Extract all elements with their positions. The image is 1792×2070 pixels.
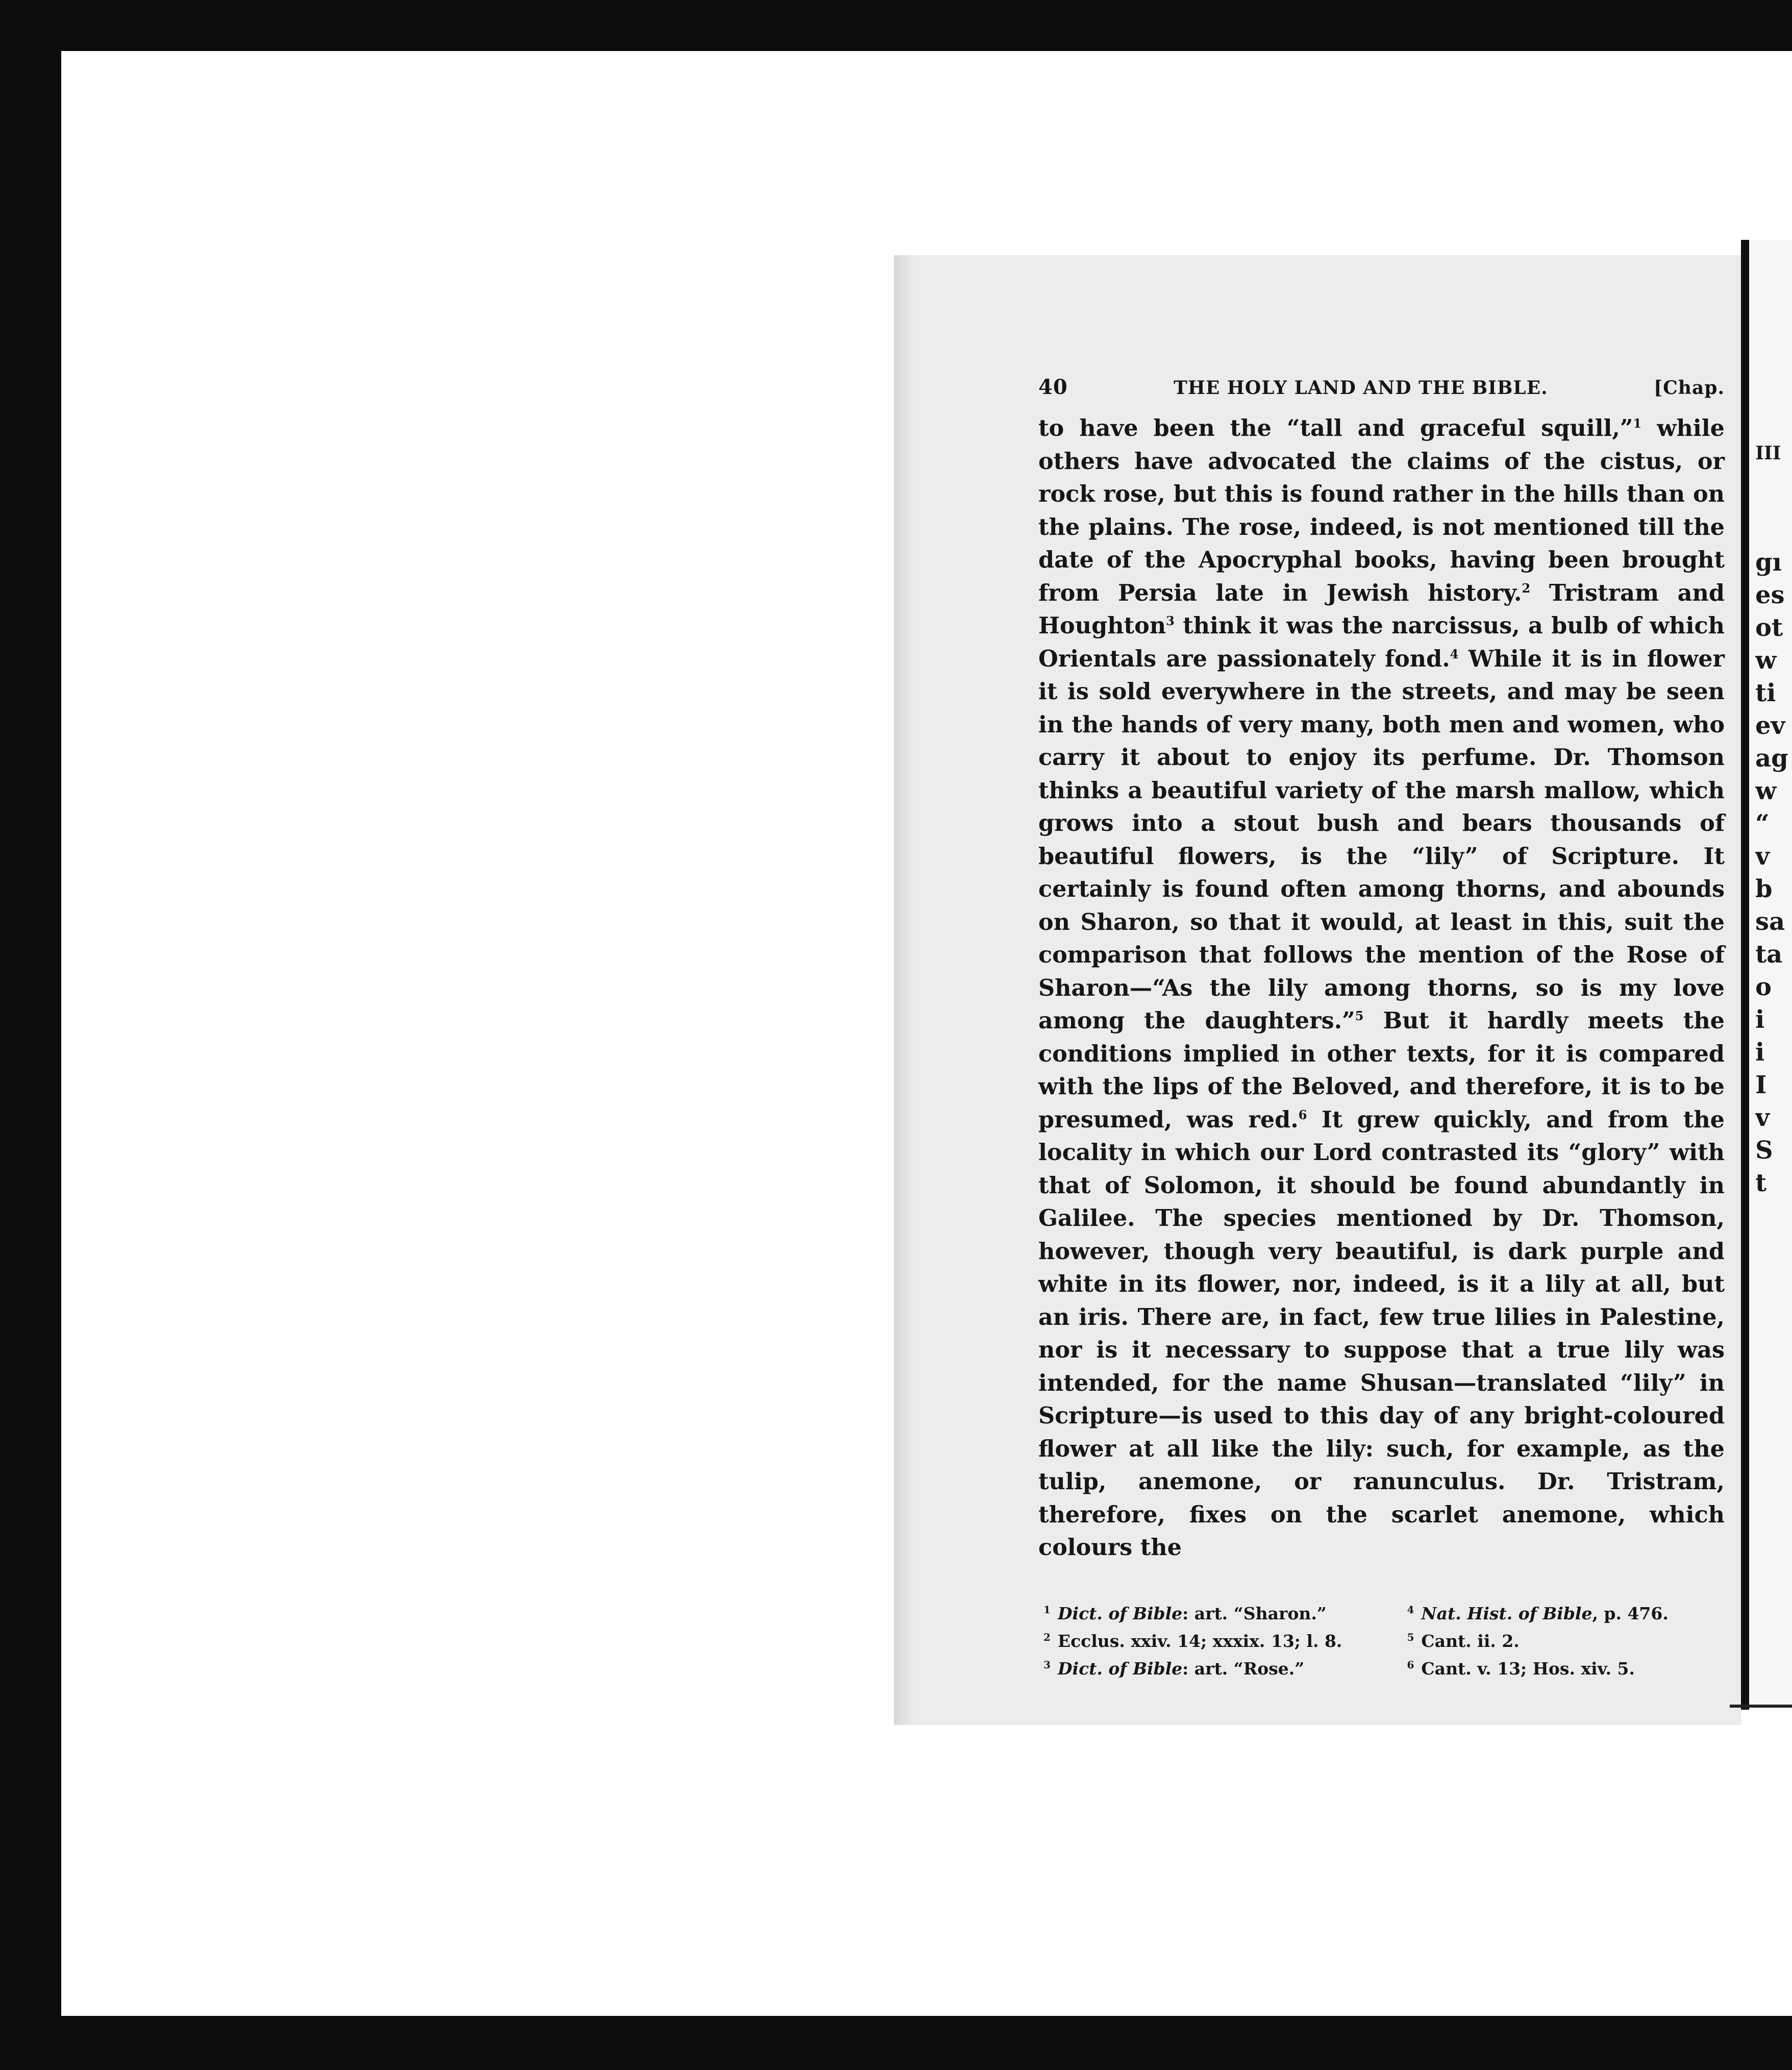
footnote-ref: 6: [1298, 1107, 1307, 1122]
footnote-ref: 2: [1522, 580, 1531, 596]
adjacent-page-header: III: [1755, 442, 1781, 464]
adjacent-page-fragment: sa: [1755, 907, 1785, 936]
footnote-number: 1: [1043, 1603, 1051, 1616]
adjacent-page-fragment: es: [1755, 581, 1785, 609]
footnote-source: Dict. of Bible: [1057, 1603, 1183, 1623]
running-head: [1038, 375, 1725, 406]
footnote: [1402, 1653, 1725, 1681]
footnote-ref: 1: [1633, 416, 1642, 431]
adjacent-page-fragment: i: [1755, 1038, 1765, 1067]
adjacent-page-fragment: v: [1755, 1103, 1770, 1132]
body-segment: While it is in flower it is sold everywhere in the streets, and may be seen in the hands of very many, both men and women, who carry it about to enjoy its perfume. Dr. Thomson thinks a beautiful variety of the marsh mallow, which grows into a stout bush and bears thousands of beautiful flowers, is the “lily” of Scripture. It certainly is found often among thorns, and abounds on Sharon, so that it would, at least in this, suit the comparison that follows the mention of the Rose of Sharon—“As the lily among thorns, so is my love among the daughters.”: [1038, 645, 1725, 1034]
running-title: THE HOLY LAND AND THE BIBLE.: [1174, 377, 1548, 399]
adjacent-page-fragment: gı: [1755, 548, 1782, 577]
footnote-text: : art. “Rose.”: [1182, 1658, 1305, 1679]
body-segment: to have been the “tall and graceful squill,”: [1038, 415, 1633, 441]
body-segment: while others have advocated the claims of the cistus, or rock rose, but this is found rather in the hills than on the plains. The rose, indeed, is not mentioned till the date of the Apocryphal books, having been brought from Persia late in Jewish history.: [1038, 415, 1725, 606]
page-content: [1038, 375, 1725, 1681]
body-segment: think it was the narcissus, a bulb of which Orientals are passionately fond.: [1038, 612, 1725, 672]
adjacent-page-text: [1755, 373, 1792, 1232]
adjacent-page-fragment: I: [1755, 1071, 1767, 1099]
footnote-ref: 3: [1166, 613, 1175, 629]
adjacent-page-fragment: v: [1755, 842, 1770, 871]
film-border-top: [0, 0, 1792, 51]
film-border-bottom: [0, 2016, 1792, 2070]
adjacent-page-fragment: t: [1755, 1169, 1767, 1197]
page-edge-shadow: [894, 255, 914, 1725]
adjacent-page-edge: [1741, 240, 1749, 1710]
footnote-text: Cant. v. 13; Hos. xiv. 5.: [1421, 1658, 1635, 1679]
footnote-number: 3: [1043, 1658, 1051, 1671]
adjacent-page-fragment: ti: [1755, 679, 1776, 707]
footnote-number: 6: [1407, 1658, 1414, 1671]
adjacent-page-fragment: i: [1755, 1005, 1765, 1034]
adjacent-page-bottom-edge: [1730, 1705, 1792, 1708]
body-text: [1038, 412, 1725, 1564]
adjacent-page-fragment: S: [1755, 1136, 1773, 1165]
adjacent-page-fragments: [1755, 546, 1792, 1199]
chapter-mark: [Chap.: [1654, 377, 1725, 399]
footnote-text: : art. “Sharon.”: [1182, 1603, 1327, 1623]
footnote-number: 5: [1407, 1631, 1414, 1643]
adjacent-page-fragment: ot: [1755, 613, 1783, 642]
footnote: [1402, 1625, 1725, 1653]
footnote: [1038, 1598, 1361, 1625]
footnote-ref: 5: [1355, 1008, 1364, 1024]
film-border-left: [0, 0, 61, 2070]
footnote-text: Ecclus. xxiv. 14; xxxix. 13; l. 8.: [1057, 1631, 1342, 1651]
footnotes: [1038, 1598, 1725, 1681]
footnote-source: Dict. of Bible: [1057, 1658, 1183, 1679]
page-number: 40: [1038, 375, 1068, 399]
footnote-ref: 4: [1450, 646, 1459, 661]
adjacent-page-fragment: w: [1755, 777, 1777, 805]
body-segment: Tristram and Houghton: [1038, 579, 1725, 639]
footnote: [1038, 1625, 1361, 1653]
adjacent-page-fragment: eᴠ: [1755, 711, 1785, 740]
body-segment: It grew quickly, and from the locality in which our Lord contrasted its “glory” with that of Solomon, it should be found abundantly in Galilee. The species mentioned by Dr. Thomson, however, though very beautiful, is dark purple and white in its flower, nor, indeed, is it a lily at all, but an iris. There are, in fact, few true lilies in Palestine, nor is it necessary to suppose that a true lily was intended, for the name Shusan—translated “lily” in Scripture—is used to this day of any bright-coloured flower at all like the lily: such, for example, as the tulip, anemone, or ranunculus. Dr. Tristram, therefore, fixes on the scarlet anemone, which colours the: [1038, 1106, 1725, 1561]
adjacent-page-fragment: ta: [1755, 940, 1783, 969]
footnote-text: Cant. ii. 2.: [1421, 1631, 1520, 1651]
footnote-number: 4: [1407, 1603, 1414, 1616]
adjacent-page-fragment: ag: [1755, 744, 1788, 773]
footnote-text: , p. 476.: [1592, 1603, 1669, 1623]
body-segment: But it hardly meets the conditions implied in other texts, for it is compared with the lips of the Beloved, and therefore, it is to be presumed, was red.: [1038, 1007, 1725, 1133]
footnote-source: Nat. Hist. of Bible: [1421, 1603, 1592, 1623]
footnote: [1038, 1653, 1361, 1681]
adjacent-page-fragment: b: [1755, 875, 1773, 903]
footnote: [1402, 1598, 1725, 1625]
adjacent-page-fragment: o: [1755, 973, 1772, 1001]
adjacent-page-fragment: “: [1755, 809, 1770, 838]
adjacent-page-fragment: w: [1755, 646, 1777, 675]
footnote-number: 2: [1043, 1631, 1051, 1643]
